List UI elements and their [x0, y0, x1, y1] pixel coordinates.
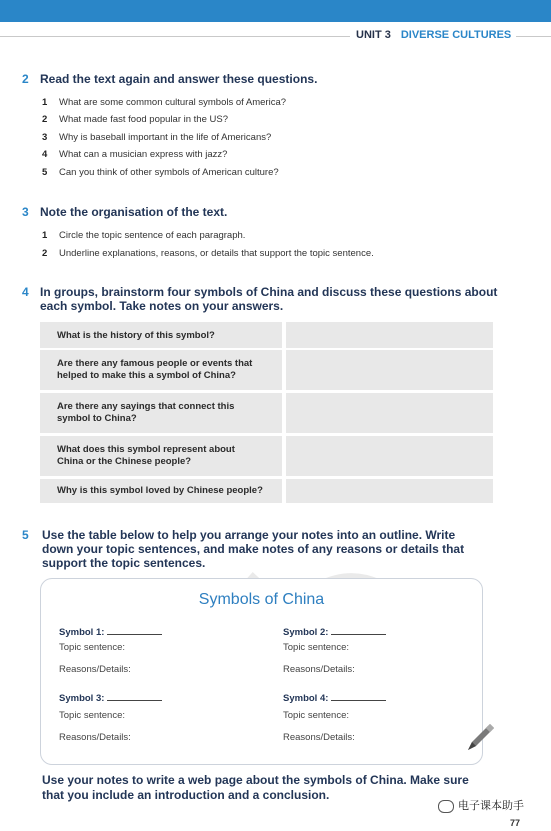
symbol-1-reasons: Reasons/Details: [59, 664, 131, 675]
table-question-line: What is the history of this symbol? [57, 330, 215, 341]
q4-heading-line: In groups, brainstorm four symbols of China and discuss these questions about [40, 285, 498, 299]
final-instruction [42, 773, 469, 803]
q2-item-text: What made fast food popular in the US? [59, 114, 228, 125]
q5-heading-line: Use the table below to help you arrange your notes into an outline. Write [42, 528, 456, 542]
q2-item [42, 132, 271, 143]
symbol-label-text: Symbol 4: [283, 693, 329, 704]
table-row [40, 436, 493, 476]
q2-item-number: 2 [42, 114, 48, 125]
q2-heading: Read the text again and answer these questions. [40, 72, 318, 86]
table-question-text [57, 485, 263, 497]
unit-title: DIVERSE CULTURES [400, 29, 512, 41]
symbol-label-text: Symbol 2: [283, 627, 329, 638]
symbol-4-blank[interactable] [331, 691, 386, 701]
q4-heading-line: each symbol. Take notes on your answers. [40, 299, 284, 313]
table-question-line: Are there any famous people or events that [57, 358, 253, 369]
table-answer-cell[interactable] [286, 436, 493, 476]
table-row [40, 393, 493, 433]
symbol-2-label [283, 625, 386, 638]
q3-item-text: Circle the topic sentence of each paragraph. [59, 230, 246, 241]
page-number: 77 [510, 818, 521, 828]
q2-item-number: 3 [42, 132, 48, 143]
q3-item-number: 1 [42, 230, 48, 241]
table-question-cell [40, 393, 282, 433]
table-answer-cell[interactable] [286, 322, 493, 348]
header-rule-right [516, 36, 551, 37]
table-question-line: Are there any sayings that connect this [57, 401, 235, 412]
wechat-watermark [438, 797, 524, 813]
q2-number: 2 [22, 72, 29, 86]
symbol-label-text: Symbol 3: [59, 693, 105, 704]
symbol-label-text: Symbol 1: [59, 627, 105, 638]
final-instruction-line: that you include an introduction and a conclusion. [42, 788, 330, 802]
q2-item [42, 167, 279, 178]
symbol-1-topic: Topic sentence: [59, 642, 126, 653]
symbol-3-blank[interactable] [107, 691, 162, 701]
q2-item [42, 114, 228, 125]
q3-item [42, 248, 374, 259]
symbol-3-reasons: Reasons/Details: [59, 732, 131, 743]
q3-number: 3 [22, 205, 29, 219]
final-instruction-line: Use your notes to write a web page about the symbols of China. Make sure [42, 773, 469, 787]
q5-heading-line: support the topic sentences. [42, 556, 206, 570]
symbol-1-label [59, 625, 162, 638]
q3-heading: Note the organisation of the text. [40, 205, 228, 219]
symbol-4-topic: Topic sentence: [283, 710, 350, 721]
table-question-text [57, 358, 252, 382]
table-row [40, 479, 493, 503]
table-question-text [57, 444, 235, 468]
table-question-line: What does this symbol represent about [57, 444, 235, 455]
table-answer-cell[interactable] [286, 350, 493, 390]
unit-header [356, 29, 511, 41]
symbol-4-label [283, 691, 386, 704]
table-question-line: China or the Chinese people? [57, 456, 192, 467]
symbol-2-reasons: Reasons/Details: [283, 664, 355, 675]
table-question-text [57, 330, 215, 342]
q2-item-number: 5 [42, 167, 48, 178]
table-row [40, 322, 493, 348]
table-question-line: Why is this symbol loved by Chinese people? [57, 485, 263, 496]
q5-number: 5 [22, 528, 29, 542]
q2-item-number: 1 [42, 97, 48, 108]
q4-heading [40, 285, 497, 313]
table-question-text [57, 401, 234, 425]
table-question-cell [40, 322, 282, 348]
symbol-4-reasons: Reasons/Details: [283, 732, 355, 743]
wechat-icon [438, 800, 454, 813]
outline-box [40, 578, 483, 765]
pencil-icon [464, 724, 494, 754]
outline-box-title: Symbols of China [198, 591, 325, 608]
q2-item-number: 4 [42, 149, 48, 160]
table-question-cell [40, 436, 282, 476]
symbol-2-blank[interactable] [331, 625, 386, 635]
table-answer-cell[interactable] [286, 393, 493, 433]
symbol-3-label [59, 691, 162, 704]
table-question-cell [40, 350, 282, 390]
unit-label: UNIT 3 [356, 29, 391, 41]
q2-item-text: Can you think of other symbols of American culture? [59, 167, 279, 178]
table-question-line: symbol to China? [57, 413, 137, 424]
table-row [40, 350, 493, 390]
q5-heading-line: down your topic sentences, and make notes of any reasons or details that [42, 542, 465, 556]
q2-item-text: What are some common cultural symbols of America? [59, 97, 287, 108]
q3-item-text: Underline explanations, reasons, or details that support the topic sentence. [59, 248, 374, 259]
q3-item-number: 2 [42, 248, 48, 259]
header-rule [0, 36, 350, 37]
symbol-1-blank[interactable] [107, 625, 162, 635]
q2-item [42, 149, 227, 160]
wechat-watermark-text: 电子课本助手 [458, 800, 524, 812]
q2-item-text: What can a musician express with jazz? [59, 149, 228, 160]
top-color-bar [0, 0, 551, 22]
q2-item-text: Why is baseball important in the life of Americans? [59, 132, 272, 143]
q3-item [42, 230, 245, 241]
symbol-2-topic: Topic sentence: [283, 642, 350, 653]
symbol-3-topic: Topic sentence: [59, 710, 126, 721]
q2-item [42, 97, 286, 108]
table-answer-cell[interactable] [286, 479, 493, 503]
q4-number: 4 [22, 285, 29, 299]
table-question-cell [40, 479, 282, 503]
table-question-line: helped to make this a symbol of China? [57, 370, 236, 381]
